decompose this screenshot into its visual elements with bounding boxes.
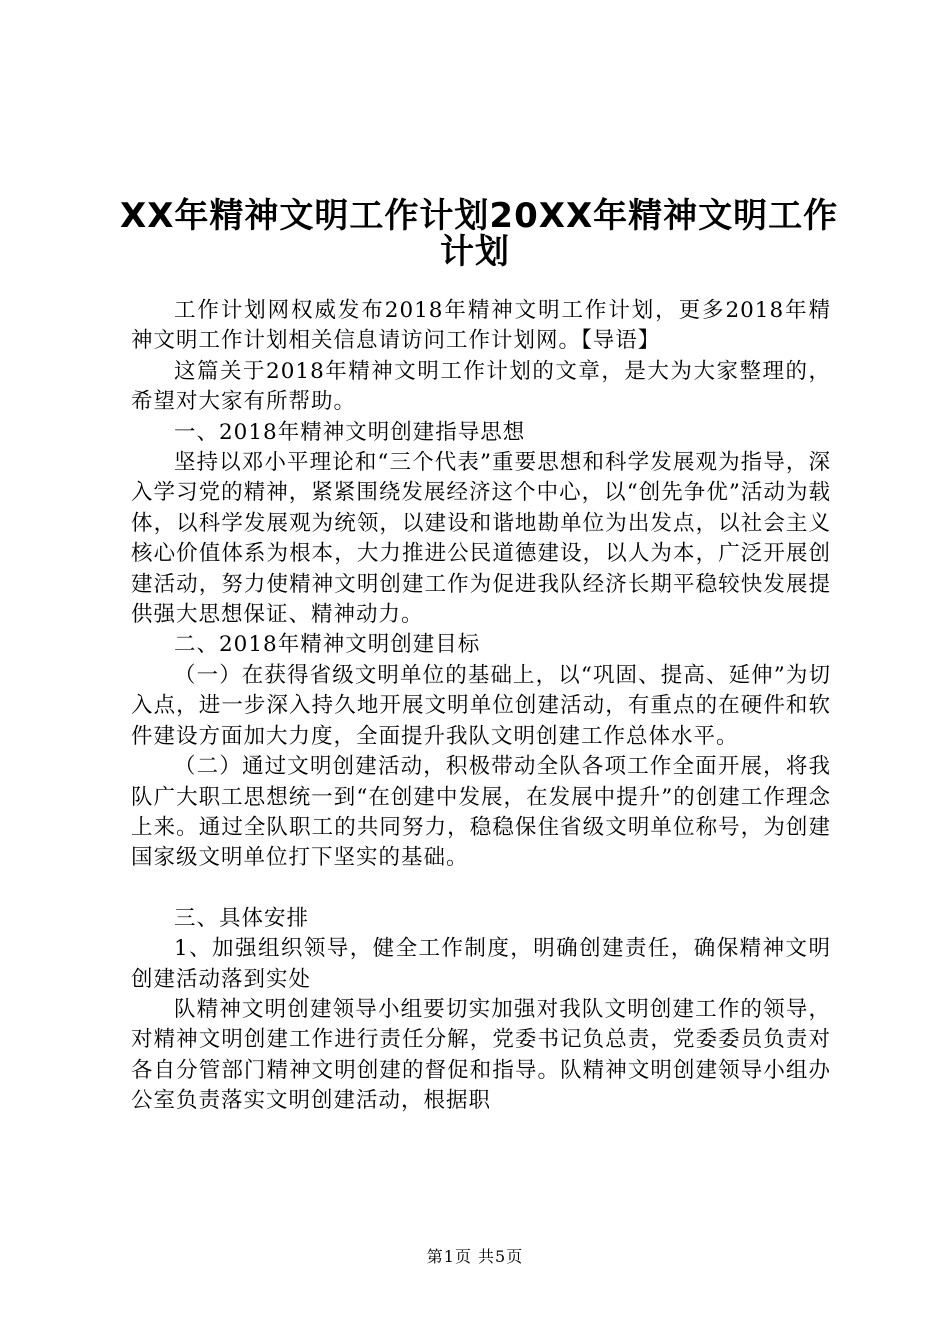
paragraph-lead: 这篇关于2018年精神文明工作计划的文章，是大为大家整理的，希望对大家有所帮助。 [131, 358, 831, 415]
document-body [131, 296, 831, 1117]
paragraph-intro: 工作计划网权威发布2018年精神文明工作计划，更多2018年精神文明工作计划相关信息请访问工作计划网。【导语】 [131, 298, 831, 354]
page-footer: 第1页 共5页 [426, 1247, 524, 1266]
paragraph-guideline: 坚持以邓小平理论和“三个代表”重要思想和科学发展观为指导，深入学习党的精神，紧紧围绕发展经济这个中心，以“创先争优”活动为载体，以科学发展观为统领，以建设和谐地勘单位为出发点，以社会主义核心价值体系为根本，大力推进公民道德建设，以人为本，广泛开展创建活动，努力使精神文明创建工作为促进我队经济长期平稳较快发展提供强大思想保证、精神动力。 [131, 450, 831, 628]
paragraph-goal-1: （一）在获得省级文明单位的基础上，以“巩固、提高、延伸”为切入点，进一步深入持久地开展文明单位创建活动，有重点的在硬件和软件建设方面加大力度，全面提升我队文明创建工作总体水平。 [131, 662, 831, 749]
section-heading-1: 一、2018年精神文明创建指导思想 [174, 419, 526, 445]
document-title-line-1: XX年精神文明工作计划20XX年精神文明工作 [120, 196, 839, 236]
section-heading-2: 二、2018年精神文明创建目标 [174, 632, 481, 658]
paragraph-organization: 队精神文明创建领导小组要切实加强对我队文明创建工作的领导，对精神文明创建工作进行责任分解，党委书记负总责，党委委员负责对各自分管部门精神文明创建的督促和指导。队精神文明创建领导小组办公室负责落实文明创建活动，根据职 [131, 996, 831, 1114]
section-heading-3: 三、具体安排 [174, 905, 310, 931]
document-title-line-2: 计划 [440, 232, 510, 272]
paragraph-item-1: 1、加强组织领导，健全工作制度，明确创建责任，确保精神文明创建活动落到实处 [131, 936, 831, 992]
paragraph-goal-2: （二）通过文明创建活动，积极带动全队各项工作全面开展，将我队广大职工思想统一到“在创建中发展，在发展中提升”的创建工作理念上来。通过全队职工的共同努力，稳稳保住省级文明单位称号，为创建国家级文明单位打下坚实的基础。 [131, 754, 831, 871]
